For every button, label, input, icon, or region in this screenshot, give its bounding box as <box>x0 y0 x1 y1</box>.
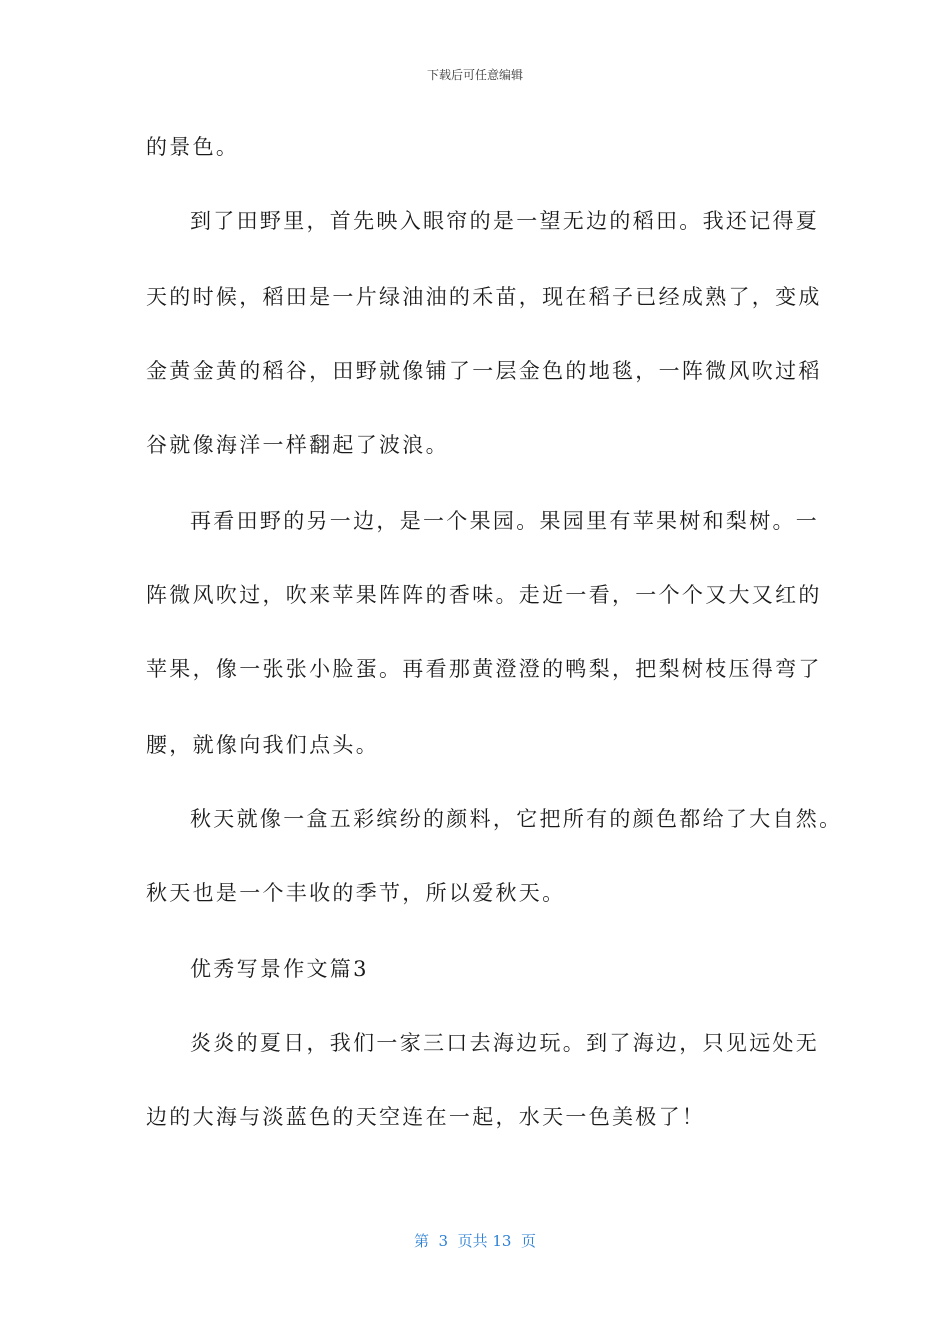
text-line: 阵微风吹过，吹来苹果阵阵的香味。走近一看，一个个又大又红的 <box>146 583 822 607</box>
page-header: 下载后可任意编辑 <box>426 68 523 82</box>
paragraph-start-line: 秋天就像一盒五彩缤纷的颜料，它把所有的颜色都给了大自然。 <box>190 807 843 831</box>
section-heading: 优秀写景作文篇3 <box>190 957 369 981</box>
text-line: 边的大海与淡蓝色的天空连在一起，水天一色美极了！ <box>146 1105 706 1129</box>
text-line: 秋天也是一个丰收的季节，所以爱秋天。 <box>146 881 566 905</box>
text-line: 天的时候，稻田是一片绿油油的禾苗，现在稻子已经成熟了，变成 <box>146 285 822 309</box>
paragraph-start-line: 炎炎的夏日，我们一家三口去海边玩。到了海边，只见远处无 <box>190 1031 820 1055</box>
paragraph-start-line: 到了田野里，首先映入眼帘的是一望无边的稻田。我还记得夏 <box>190 209 820 233</box>
text-line: 金黄金黄的稻谷，田野就像铺了一层金色的地毯，一阵微风吹过稻 <box>146 359 822 383</box>
text-line: 苹果，像一张张小脸蛋。再看那黄澄澄的鸭梨，把梨树枝压得弯了 <box>146 657 822 681</box>
text-line: 谷就像海洋一样翻起了波浪。 <box>146 433 449 457</box>
paragraph-start-line: 再看田野的另一边，是一个果园。果园里有苹果树和梨树。一 <box>190 509 820 533</box>
text-line: 的景色。 <box>146 135 240 159</box>
page-number-footer: 第 3 页共 13 页 <box>413 1232 536 1250</box>
text-line: 腰，就像向我们点头。 <box>146 733 379 757</box>
